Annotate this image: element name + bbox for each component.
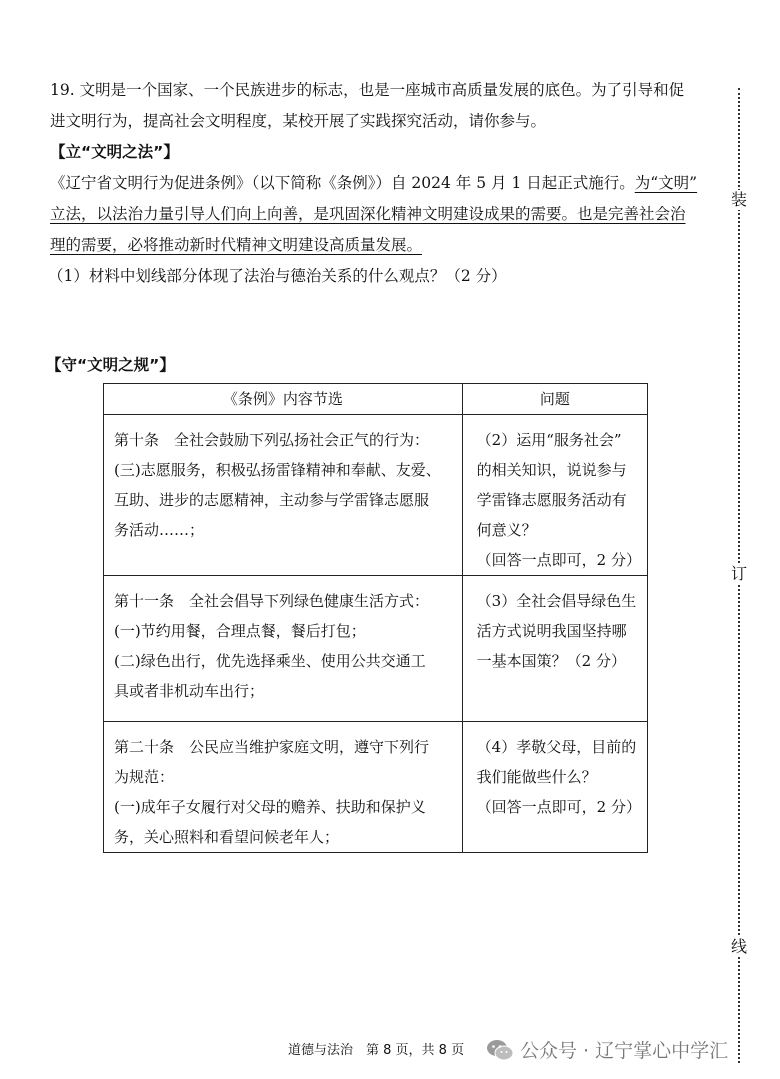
table-header-question: 问题	[462, 384, 647, 415]
table-row	[104, 722, 648, 853]
cell-line: 第十条 全社会鼓励下列弘扬社会正气的行为：	[114, 431, 430, 449]
table-cell-content	[104, 576, 463, 722]
cell-line: 的相关知识，说说参与	[476, 461, 627, 479]
material-line-1-underlined: 为“文明”	[634, 174, 698, 192]
regulation-table	[103, 383, 648, 853]
table-header-content: 《条例》内容节选	[104, 384, 463, 415]
table-cell-question	[462, 576, 647, 722]
watermark-text: 公众号 · 辽宁掌心中学汇	[520, 1040, 729, 1062]
cell-line: （3）全社会倡导绿色生	[476, 592, 637, 610]
cell-line: （回答一点即可，2 分）	[476, 551, 641, 569]
cell-line: 我们能做些什么？	[476, 768, 597, 786]
binding-mark-zhuang: 装	[730, 190, 747, 209]
cell-line: 第十一条 全社会倡导下列绿色健康生活方式：	[114, 592, 430, 610]
watermark	[486, 1036, 728, 1063]
section-title-law: 【立“文明之法”】	[50, 143, 179, 161]
wechat-icon	[486, 1039, 514, 1061]
cell-line: （2）运用“服务社会”	[476, 431, 622, 449]
cell-line: （回答一点即可，2 分）	[476, 798, 641, 816]
cell-line: 何意义？	[476, 521, 537, 539]
material-line-1-plain: 《辽宁省文明行为促进条例》（以下简称《条例》）自 2024 年 5 月 1 日起正式施行。	[50, 174, 635, 192]
question-intro-line-2: 进文明行为，提高社会文明程度，某校开展了实践探究活动，请你参与。	[50, 112, 547, 130]
page-footer: 道德与法治 第 8 页，共 8 页	[288, 1043, 465, 1058]
binding-mark-ding: 订	[730, 564, 747, 583]
table-cell-question	[462, 722, 647, 853]
table-cell-content	[104, 722, 463, 853]
cell-line: (三)志愿服务，积极弘扬雷锋精神和奉献、友爱、	[114, 461, 441, 479]
sub-question-1: （1）材料中划线部分体现了法治与德治关系的什么观点？（2 分）	[48, 267, 507, 285]
cell-line: 一基本国策？（2 分）	[476, 652, 626, 670]
cell-line: （4）孝敬父母，目前的	[476, 738, 637, 756]
cell-line: (二)绿色出行，优先选择乘坐、使用公共交通工	[114, 652, 426, 670]
cell-line: 务，关心照料和看望问候老年人；	[114, 828, 340, 846]
cell-line: 活方式说明我国坚持哪	[476, 622, 627, 640]
table-header-row	[104, 384, 648, 415]
cell-line: (一)节约用餐，合理点餐，餐后打包；	[114, 622, 366, 640]
cell-line: 学雷锋志愿服务活动有	[476, 491, 627, 509]
cell-line: 互助、进步的志愿精神，主动参与学雷锋志愿服	[114, 491, 430, 509]
question-intro-line-1: 19. 文明是一个国家、一个民族进步的标志，也是一座城市高质量发展的底色。为了引导和促	[50, 81, 685, 99]
material-line-3: 理的需要，必将推动新时代精神文明建设高质量发展。	[50, 236, 423, 254]
table-cell-question	[462, 415, 647, 576]
cell-line: (一)成年子女履行对父母的赡养、扶助和保护义	[114, 798, 426, 816]
cell-line: 务活动……；	[114, 521, 205, 539]
material-line-2: 立法，以法治力量引导人们向上向善，是巩固深化精神文明建设成果的需要。也是完善社会治	[50, 205, 686, 223]
table-cell-content	[104, 415, 463, 576]
binding-mark-xian: 线	[730, 937, 747, 956]
cell-line: 为规范：	[114, 768, 175, 786]
material-line-1	[50, 172, 697, 194]
cell-line: 第二十条 公民应当维护家庭文明，遵守下列行	[114, 738, 430, 756]
section-title-rules: 【守“文明之规”】	[46, 356, 175, 374]
cell-line: 具或者非机动车出行；	[114, 682, 265, 700]
table-row	[104, 576, 648, 722]
table-row	[104, 415, 648, 576]
